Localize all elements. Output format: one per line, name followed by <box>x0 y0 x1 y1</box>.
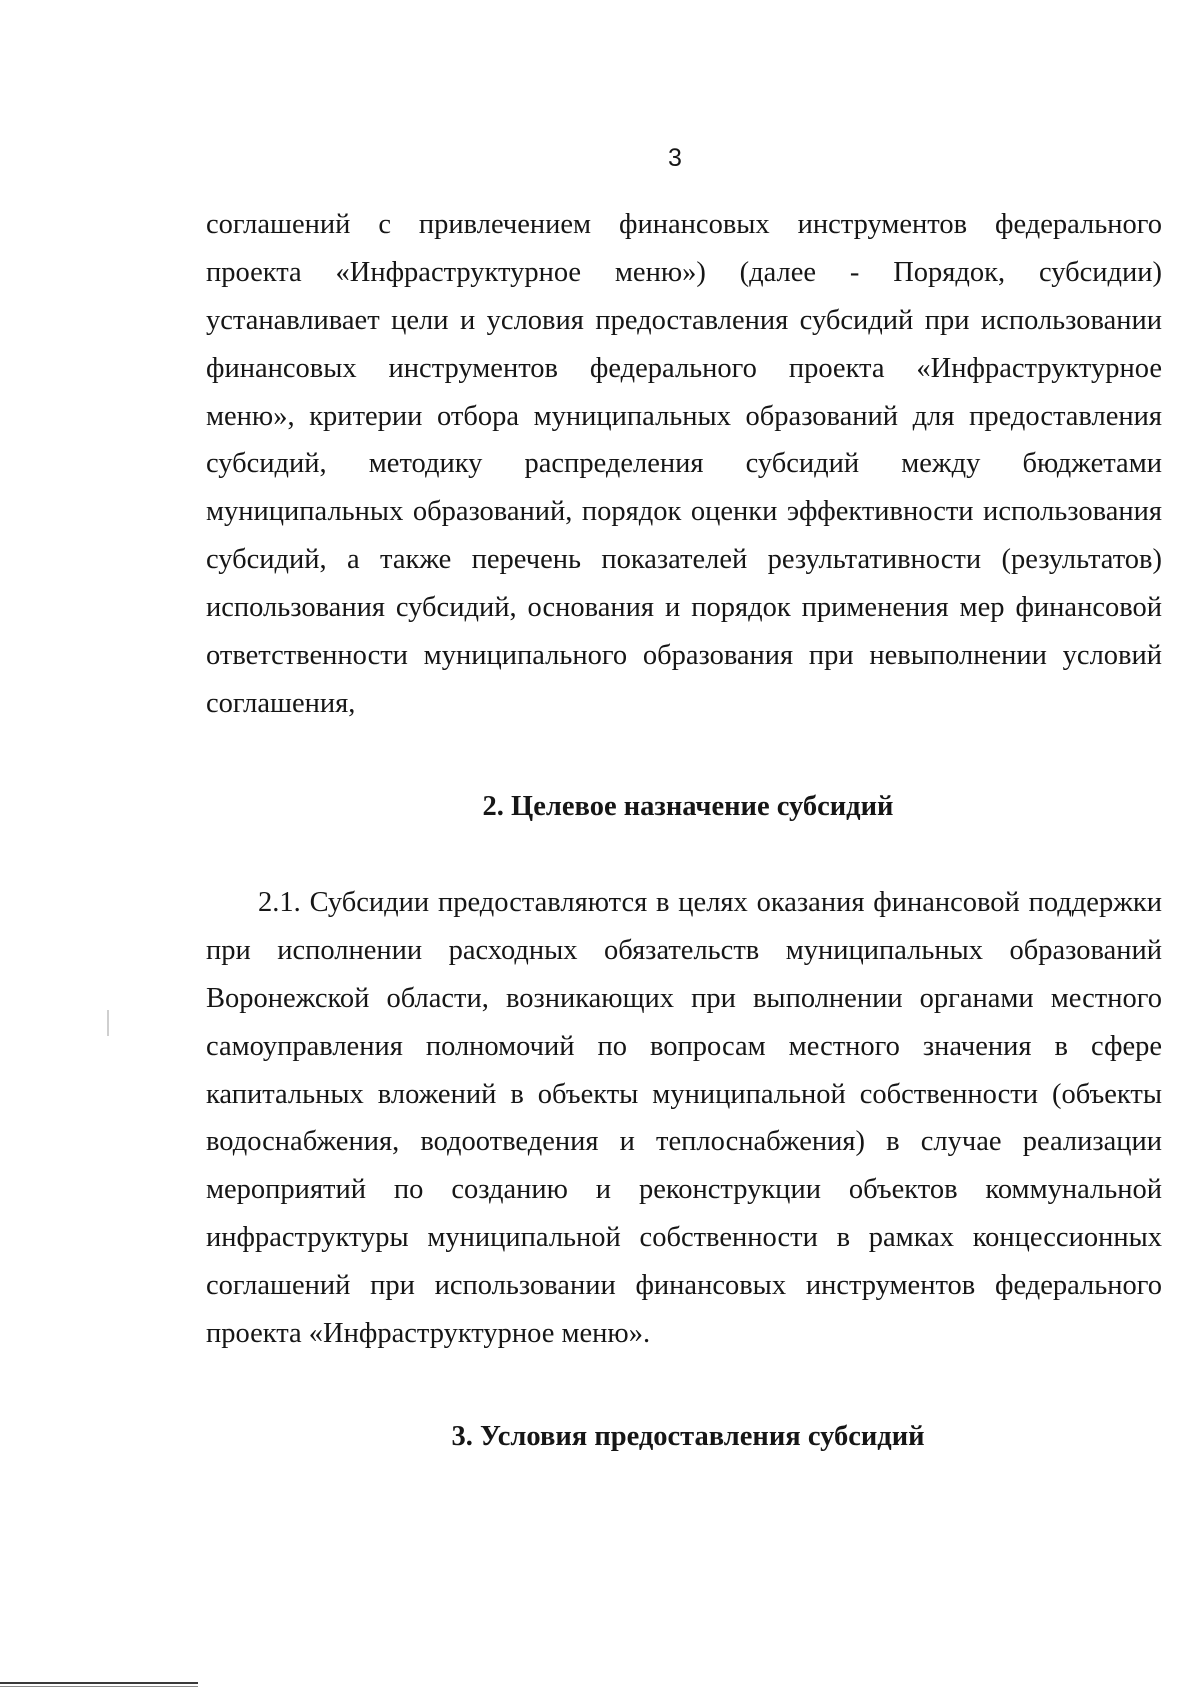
footer-rule <box>0 1682 198 1684</box>
text-line: муниципальных образований, порядок оценки эффективности использования <box>206 496 1162 528</box>
text-line: при исполнении расходных обязательств муниципальных образований <box>206 934 1162 966</box>
text-line: 2.1. Субсидии предоставляются в целях оказания финансовой поддержки <box>258 887 1162 918</box>
text-line: инфраструктуры муниципальной собственности в рамках концессионных <box>206 1222 1162 1254</box>
text-line: Воронежской области, возникающих при выполнении органами местного <box>206 982 1162 1014</box>
text-line: устанавливает цели и условия предоставления субсидий при использовании <box>206 304 1162 336</box>
text-line: соглашений с привлечением финансовых инструментов федерального <box>206 209 1162 240</box>
text-line: меню», критерии отбора муниципальных образований для предоставления <box>206 400 1162 432</box>
scan-artifact <box>107 1010 109 1036</box>
text-line: субсидий, а также перечень показателей результативности (результатов) <box>206 544 1162 576</box>
text-line: самоуправления полномочий по вопросам местного значения в сфере <box>206 1030 1162 1062</box>
text-line: использования субсидий, основания и порядок применения мер финансовой <box>206 592 1162 624</box>
text-line: мероприятий по созданию и реконструкции объектов коммунальной <box>206 1174 1162 1206</box>
intro-paragraph <box>206 201 1162 728</box>
text-line: соглашений при использовании финансовых инструментов федерального <box>206 1270 1162 1302</box>
page-number: 3 <box>668 144 682 172</box>
text-line: соглашения, <box>206 687 356 719</box>
text-line: субсидий, методику распределения субсидий между бюджетами <box>206 448 1162 480</box>
text-line: ответственности муниципального образования при невыполнении условий <box>206 640 1162 672</box>
footer-rule-shadow <box>0 1686 198 1687</box>
section-2-heading: 2. Целевое назначение субсидий <box>482 791 894 822</box>
text-line: финансовых инструментов федерального проекта «Инфраструктурное <box>206 352 1162 384</box>
text-line: проекта «Инфраструктурное меню». <box>206 1318 651 1350</box>
section-2-paragraph <box>206 879 1162 1358</box>
section-3-heading: 3. Условия предоставления субсидий <box>451 1421 925 1452</box>
text-line: капитальных вложений в объекты муниципальной собственности (объекты <box>206 1078 1162 1110</box>
text-line: проекта «Инфраструктурное меню») (далее - Порядок, субсидии) <box>206 256 1162 288</box>
text-line: водоснабжения, водоотведения и теплоснабжения) в случае реализации <box>206 1126 1162 1158</box>
